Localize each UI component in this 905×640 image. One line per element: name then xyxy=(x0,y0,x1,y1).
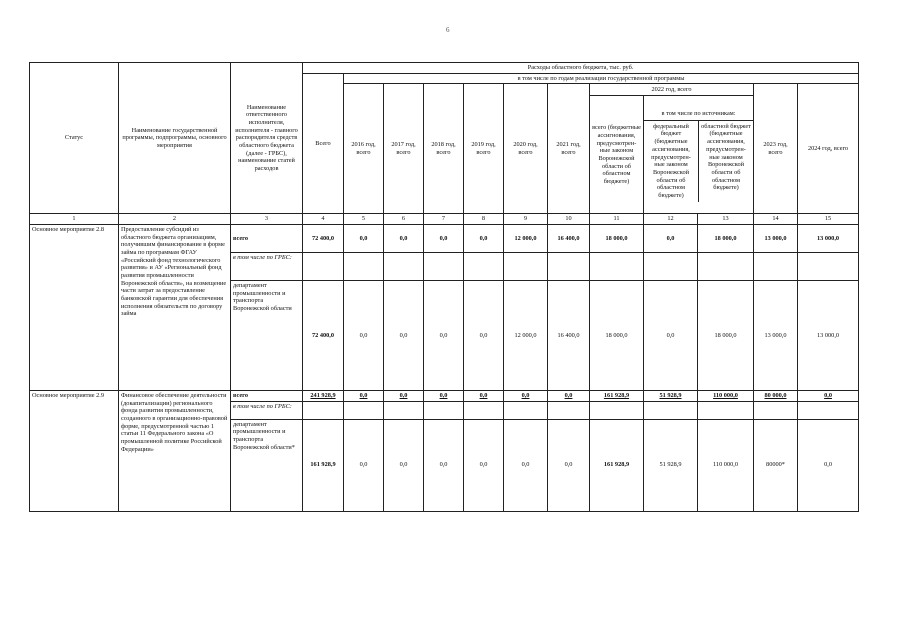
header-by-sources: в том числе по источникам: xyxy=(644,108,753,121)
row-value: 0,0 xyxy=(384,419,424,511)
row-value: 0,0 xyxy=(344,391,384,402)
row-value: 13 000,0 xyxy=(798,281,859,391)
col-number: 3 xyxy=(231,214,303,225)
empty-cell xyxy=(504,253,548,281)
row-value: 0,0 xyxy=(504,419,548,511)
row-value: 0,0 xyxy=(344,419,384,511)
empty-cell xyxy=(424,401,464,419)
empty-cell xyxy=(698,253,754,281)
row-value: 161 928,9 xyxy=(303,419,344,511)
row-value: 0,0 xyxy=(384,391,424,402)
row-total-label: всего xyxy=(231,391,303,402)
col-number: 14 xyxy=(754,214,798,225)
row-value: 0,0 xyxy=(384,225,424,253)
empty-cell xyxy=(590,253,644,281)
header-2020: 2020 год, всего xyxy=(504,84,548,214)
col-number: 9 xyxy=(504,214,548,225)
row-value: 161 928,9 xyxy=(590,419,644,511)
row-dept-label: департамент промышленности и транспорта Воронежской области* xyxy=(231,419,303,511)
row-name: Финансовое обеспечение деятельности (докапитализации) регионального фонда развития промышленности, созданного в организационно-правовой форме, предусмотренной частью 1 статьи 11 Федерального закона «О промышленной политике Российской Федерации» xyxy=(119,391,231,512)
row-value: 18 000,0 xyxy=(590,225,644,253)
row-value: 0,0 xyxy=(644,225,698,253)
empty-cell xyxy=(798,401,859,419)
empty-cell xyxy=(798,253,859,281)
row-value: 18 000,0 xyxy=(698,225,754,253)
col-number: 15 xyxy=(798,214,859,225)
col-number: 13 xyxy=(698,214,754,225)
row-value: 0,0 xyxy=(464,419,504,511)
header-total: Всего xyxy=(303,73,344,214)
row-value: 0,0 xyxy=(504,391,548,402)
row-value: 0,0 xyxy=(344,281,384,391)
header-2017: 2017 год, всего xyxy=(384,84,424,214)
row-incl-label: в том числе по ГРБС: xyxy=(231,401,303,419)
col-number: 6 xyxy=(384,214,424,225)
col-number: 12 xyxy=(644,214,698,225)
column-numbers-row xyxy=(30,214,859,225)
row-value: 0,0 xyxy=(384,281,424,391)
row-value: 161 928,9 xyxy=(590,391,644,402)
header-federal: федеральный бюджет (бюджетные ассигнования, предусмотрен-ные законом Воронежской области об областном бюджете) xyxy=(644,121,699,202)
row-value: 110 000,0 xyxy=(698,391,754,402)
page-number: 6 xyxy=(446,26,450,34)
header-2021: 2021 год, всего xyxy=(548,84,590,214)
header-regional: областной бюджет (бюджетные ассигнования, предусмотрен-ные законом Воронежской области об областном бюджете) xyxy=(701,122,751,192)
row-dept-label: департамент промышленности и транспорта Воронежской области xyxy=(231,281,303,391)
header-2016: 2016 год, всего xyxy=(344,84,384,214)
row-value: 16 400,0 xyxy=(548,225,590,253)
row-value: 0,0 xyxy=(548,391,590,402)
empty-cell xyxy=(464,253,504,281)
empty-cell xyxy=(424,253,464,281)
row-name: Предоставление субсидий из областного бюджета организациям, получившим финансирование в форме займа по программам ФГАУ «Российский фонд технологического развития» и АУ «Региональный фонд развития промышленности Воронежской области», на возмещение части затрат за предоставление банковской гарантии для обеспечения исполнения обязательств по договору займа xyxy=(119,225,231,391)
row-value: 0,0 xyxy=(424,419,464,511)
row-value: 13 000,0 xyxy=(754,281,798,391)
row-value: 51 928,9 xyxy=(644,391,698,402)
row-value: 0,0 xyxy=(464,225,504,253)
header-sources-cell xyxy=(644,96,754,214)
col-number: 11 xyxy=(590,214,644,225)
col-number: 4 xyxy=(303,214,344,225)
header-expenses: Расходы областного бюджета, тыс. руб. xyxy=(303,63,859,74)
empty-cell xyxy=(384,401,424,419)
table-row xyxy=(30,225,859,253)
col-number: 5 xyxy=(344,214,384,225)
row-value: 0,0 xyxy=(798,419,859,511)
header-2023: 2023 год, всего xyxy=(754,84,798,214)
row-value: 0,0 xyxy=(424,391,464,402)
header-status: Статус xyxy=(30,63,119,214)
empty-cell xyxy=(303,253,344,281)
empty-cell xyxy=(548,401,590,419)
row-status: Основное мероприятие 2.8 xyxy=(30,225,119,391)
row-value: 80000* xyxy=(754,419,798,511)
row-value: 241 928,9 xyxy=(303,391,344,402)
row-value: 0,0 xyxy=(464,281,504,391)
row-value: 72 400,0 xyxy=(303,281,344,391)
col-number: 1 xyxy=(30,214,119,225)
row-incl-label: в том числе по ГРБС: xyxy=(231,253,303,281)
col-number: 7 xyxy=(424,214,464,225)
header-2018: 2018 год, всего xyxy=(424,84,464,214)
row-value: 0,0 xyxy=(424,281,464,391)
empty-cell xyxy=(344,401,384,419)
row-total-label: всего xyxy=(231,225,303,253)
empty-cell xyxy=(303,401,344,419)
row-value: 51 928,9 xyxy=(644,419,698,511)
empty-cell xyxy=(754,253,798,281)
row-value: 18 000,0 xyxy=(698,281,754,391)
row-value: 13 000,0 xyxy=(798,225,859,253)
col-number: 2 xyxy=(119,214,231,225)
row-value: 12 000,0 xyxy=(504,225,548,253)
col-number: 10 xyxy=(548,214,590,225)
row-value: 18 000,0 xyxy=(590,281,644,391)
header-2019: 2019 год, всего xyxy=(464,84,504,214)
row-value: 0,0 xyxy=(344,225,384,253)
row-value: 0,0 xyxy=(424,225,464,253)
table-row xyxy=(30,391,859,402)
header-program-name: Наименование государственной программы, подпрограммы, основного мероприятия xyxy=(119,63,231,214)
row-status: Основное мероприятие 2.9 xyxy=(30,391,119,512)
header-2022-all: всего (бюджетные ассигнования, предусмотрен-ные законом Воронежской области об областном бюджете) xyxy=(590,96,644,214)
empty-cell xyxy=(698,401,754,419)
row-value: 16 400,0 xyxy=(548,281,590,391)
empty-cell xyxy=(754,401,798,419)
row-value: 0,0 xyxy=(798,391,859,402)
empty-cell xyxy=(504,401,548,419)
empty-cell xyxy=(384,253,424,281)
budget-table xyxy=(29,62,859,512)
row-value: 72 400,0 xyxy=(303,225,344,253)
header-2022: 2022 год, всего xyxy=(590,84,754,96)
header-executor: Наименование ответственного исполнителя, исполнителя - главного распорядителя средств областного бюджета (далее - ГРБС), наименование статей расходов xyxy=(231,63,303,214)
row-value: 0,0 xyxy=(464,391,504,402)
row-value: 0,0 xyxy=(548,419,590,511)
empty-cell xyxy=(464,401,504,419)
empty-cell xyxy=(548,253,590,281)
row-value: 12 000,0 xyxy=(504,281,548,391)
empty-cell xyxy=(344,253,384,281)
row-value: 0,0 xyxy=(644,281,698,391)
header-2024: 2024 год, всего xyxy=(798,84,859,214)
row-value: 13 000,0 xyxy=(754,225,798,253)
row-value: 80 000,0 xyxy=(754,391,798,402)
empty-cell xyxy=(590,401,644,419)
row-value: 110 000,0 xyxy=(698,419,754,511)
empty-cell xyxy=(644,253,698,281)
empty-cell xyxy=(644,401,698,419)
header-by-years: в том числе по годам реализации государственной программы xyxy=(344,73,859,84)
col-number: 8 xyxy=(464,214,504,225)
